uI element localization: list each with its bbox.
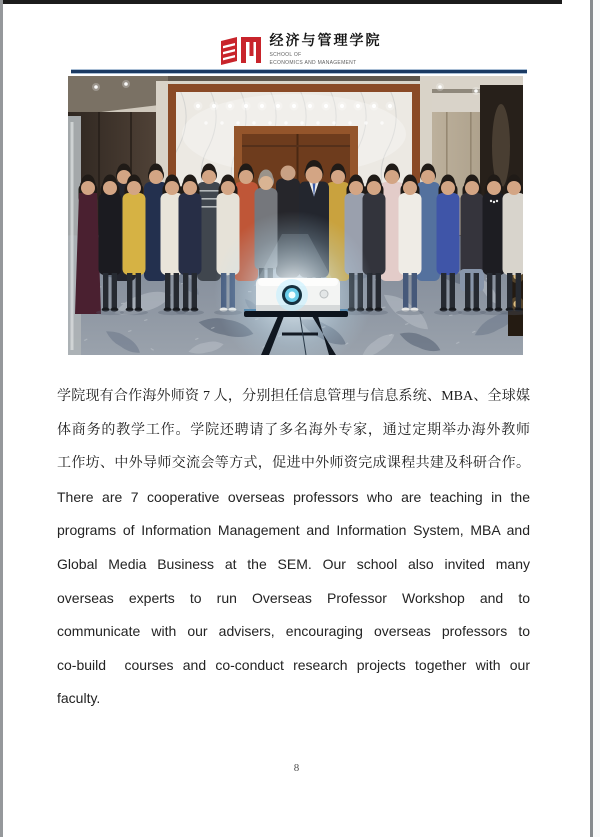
zh-paragraph-line: 体商务的教学工作。学院还聘请了多名海外专家，通过定期举办海外教师 xyxy=(57,422,530,438)
article-body xyxy=(57,380,530,716)
school-name-en-line2: ECONOMICS AND MANAGEMENT xyxy=(269,60,357,66)
page-footer xyxy=(0,758,593,776)
group-photo-image xyxy=(68,76,523,355)
school-logo-text xyxy=(270,34,382,66)
school-name-cn: 经济与管理学院 xyxy=(269,34,382,49)
en-paragraph-line: communicate with our advisers, encouraging overseas professors to xyxy=(57,623,530,640)
page-number: 8 xyxy=(293,762,300,774)
group-photo xyxy=(68,76,523,355)
en-paragraph-line: faculty. xyxy=(57,690,101,707)
zh-paragraph-line: 工作坊、中外导师交流会等方式，促进中外师资完成课程共建及科研合作。 xyxy=(57,456,530,472)
en-paragraph-line: There are 7 cooperative overseas professors who are teaching in the xyxy=(57,488,530,505)
top-edge-bar xyxy=(0,0,562,4)
zh-paragraph-line: 学院现有合作海外师资 7 人，分别担任信息管理与信息系统、MBA、全球媒 xyxy=(57,389,530,404)
header-divider xyxy=(71,69,527,74)
person-figure xyxy=(75,175,101,315)
school-logo-icon xyxy=(219,34,263,66)
projector xyxy=(256,278,340,311)
en-paragraph-line: co-build courses and co-conduct research projects together with our xyxy=(57,656,530,673)
right-page-margin xyxy=(593,0,600,837)
en-paragraph-line: programs of Information Management and Information System, MBA and xyxy=(57,522,530,539)
right-page-edge xyxy=(590,0,593,837)
en-paragraph-line: Global Media Business at the SEM. Our school also invited many xyxy=(57,555,530,572)
school-name-en-line1: SCHOOL OF xyxy=(269,52,302,58)
en-paragraph-line: overseas experts to run Overseas Professor Workshop and to xyxy=(57,589,530,606)
left-page-edge xyxy=(0,0,3,837)
page-header xyxy=(0,34,600,66)
